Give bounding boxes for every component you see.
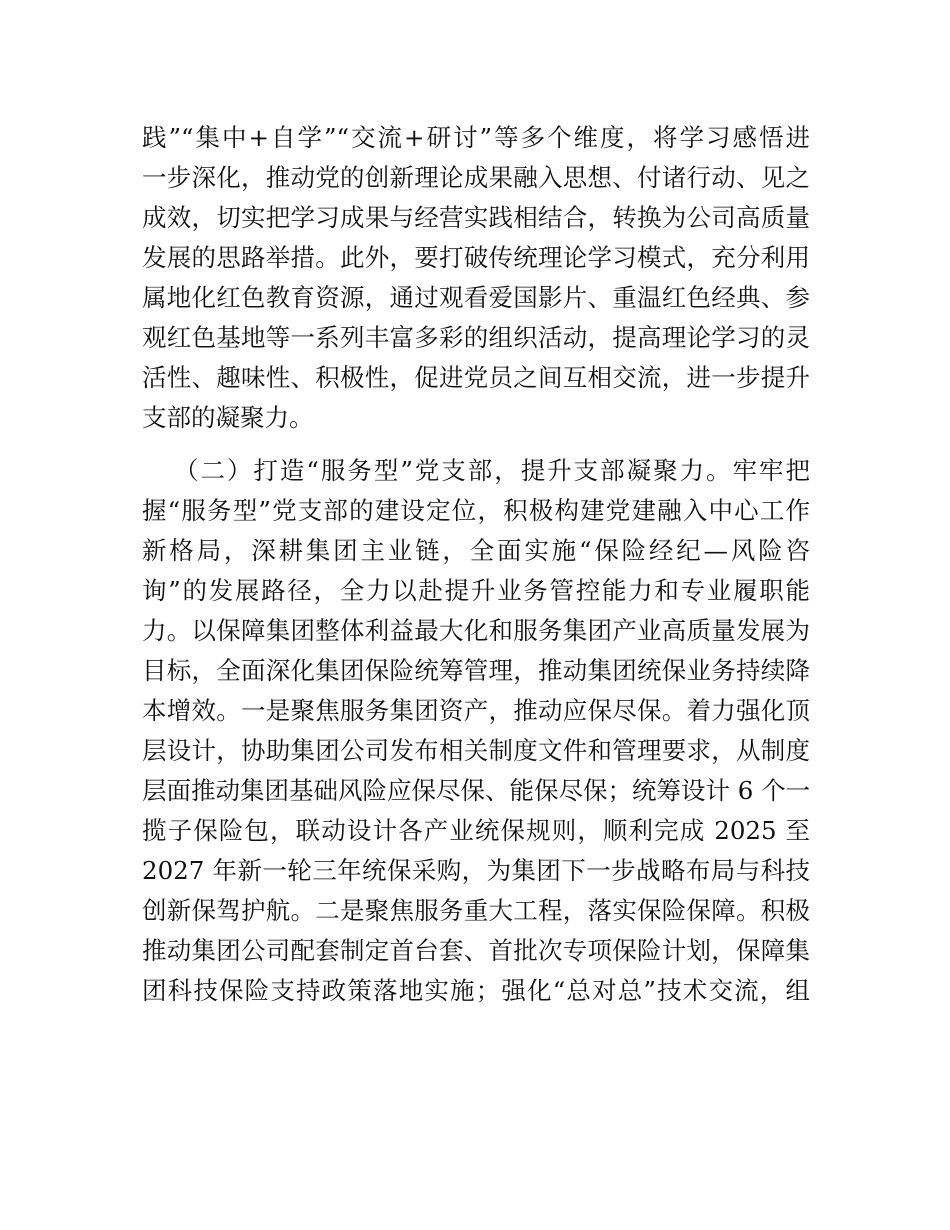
text-line: 成效，切实把学习成果与经营实践相结合，转换为公司高质量 — [142, 203, 810, 232]
text-line: 属地化红色教育资源，通过观看爱国影片、重温红色经典、参 — [142, 283, 810, 312]
text-line: 揽子保险包，联动设计各产业统保规则，顺利完成 2025 至 — [142, 816, 810, 845]
text-line: 层设计，协助集团公司发布相关制度文件和管理要求，从制度 — [142, 736, 810, 765]
text-line: 力。以保障集团整体利益最大化和服务集团产业高质量发展为 — [142, 616, 810, 645]
text-line: 本增效。一是聚焦服务集团资产，推动应保尽保。着力强化顶 — [142, 696, 810, 725]
text-line: 发展的思路举措。此外，要打破传统理论学习模式，充分利用 — [142, 243, 810, 272]
text-line: 践”“集中+自学”“交流+研讨”等多个维度，将学习感悟进 — [142, 123, 810, 152]
text-line: 推动集团公司配套制定首台套、首批次专项保险计划，保障集 — [142, 936, 810, 965]
text-line: 目标，全面深化集团保险统筹管理，推动集团统保业务持续降 — [142, 656, 810, 685]
text-line: 2027 年新一轮三年统保采购，为集团下一步战略布局与科技 — [142, 856, 810, 885]
text-line: 握“服务型”党支部的建设定位，积极构建党建融入中心工作 — [142, 496, 810, 525]
text-line: 一步深化，推动党的创新理论成果融入思想、付诸行动、见之 — [142, 163, 810, 192]
text-line: 创新保驾护航。二是聚焦服务重大工程，落实保险保障。积极 — [142, 896, 810, 925]
text-line: 团科技保险支持政策落地实施；强化“总对总”技术交流，组 — [142, 976, 810, 1005]
text-line: 询”的发展路径，全力以赴提升业务管控能力和专业履职能 — [142, 576, 810, 605]
text-line: 新格局，深耕集团主业链，全面实施“保险经纪—风险咨 — [142, 536, 810, 565]
text-line: 活性、趣味性、积极性，促进党员之间互相交流，进一步提升 — [142, 363, 810, 392]
text-line: 观红色基地等一系列丰富多彩的组织活动，提高理论学习的灵 — [142, 323, 810, 352]
text-line: （二）打造“服务型”党支部，提升支部凝聚力。牢牢把 — [174, 456, 810, 485]
text-line: 层面推动集团基础风险应保尽保、能保尽保；统筹设计 6 个一 — [142, 776, 811, 805]
text-line: 支部的凝聚力。 — [142, 403, 314, 432]
